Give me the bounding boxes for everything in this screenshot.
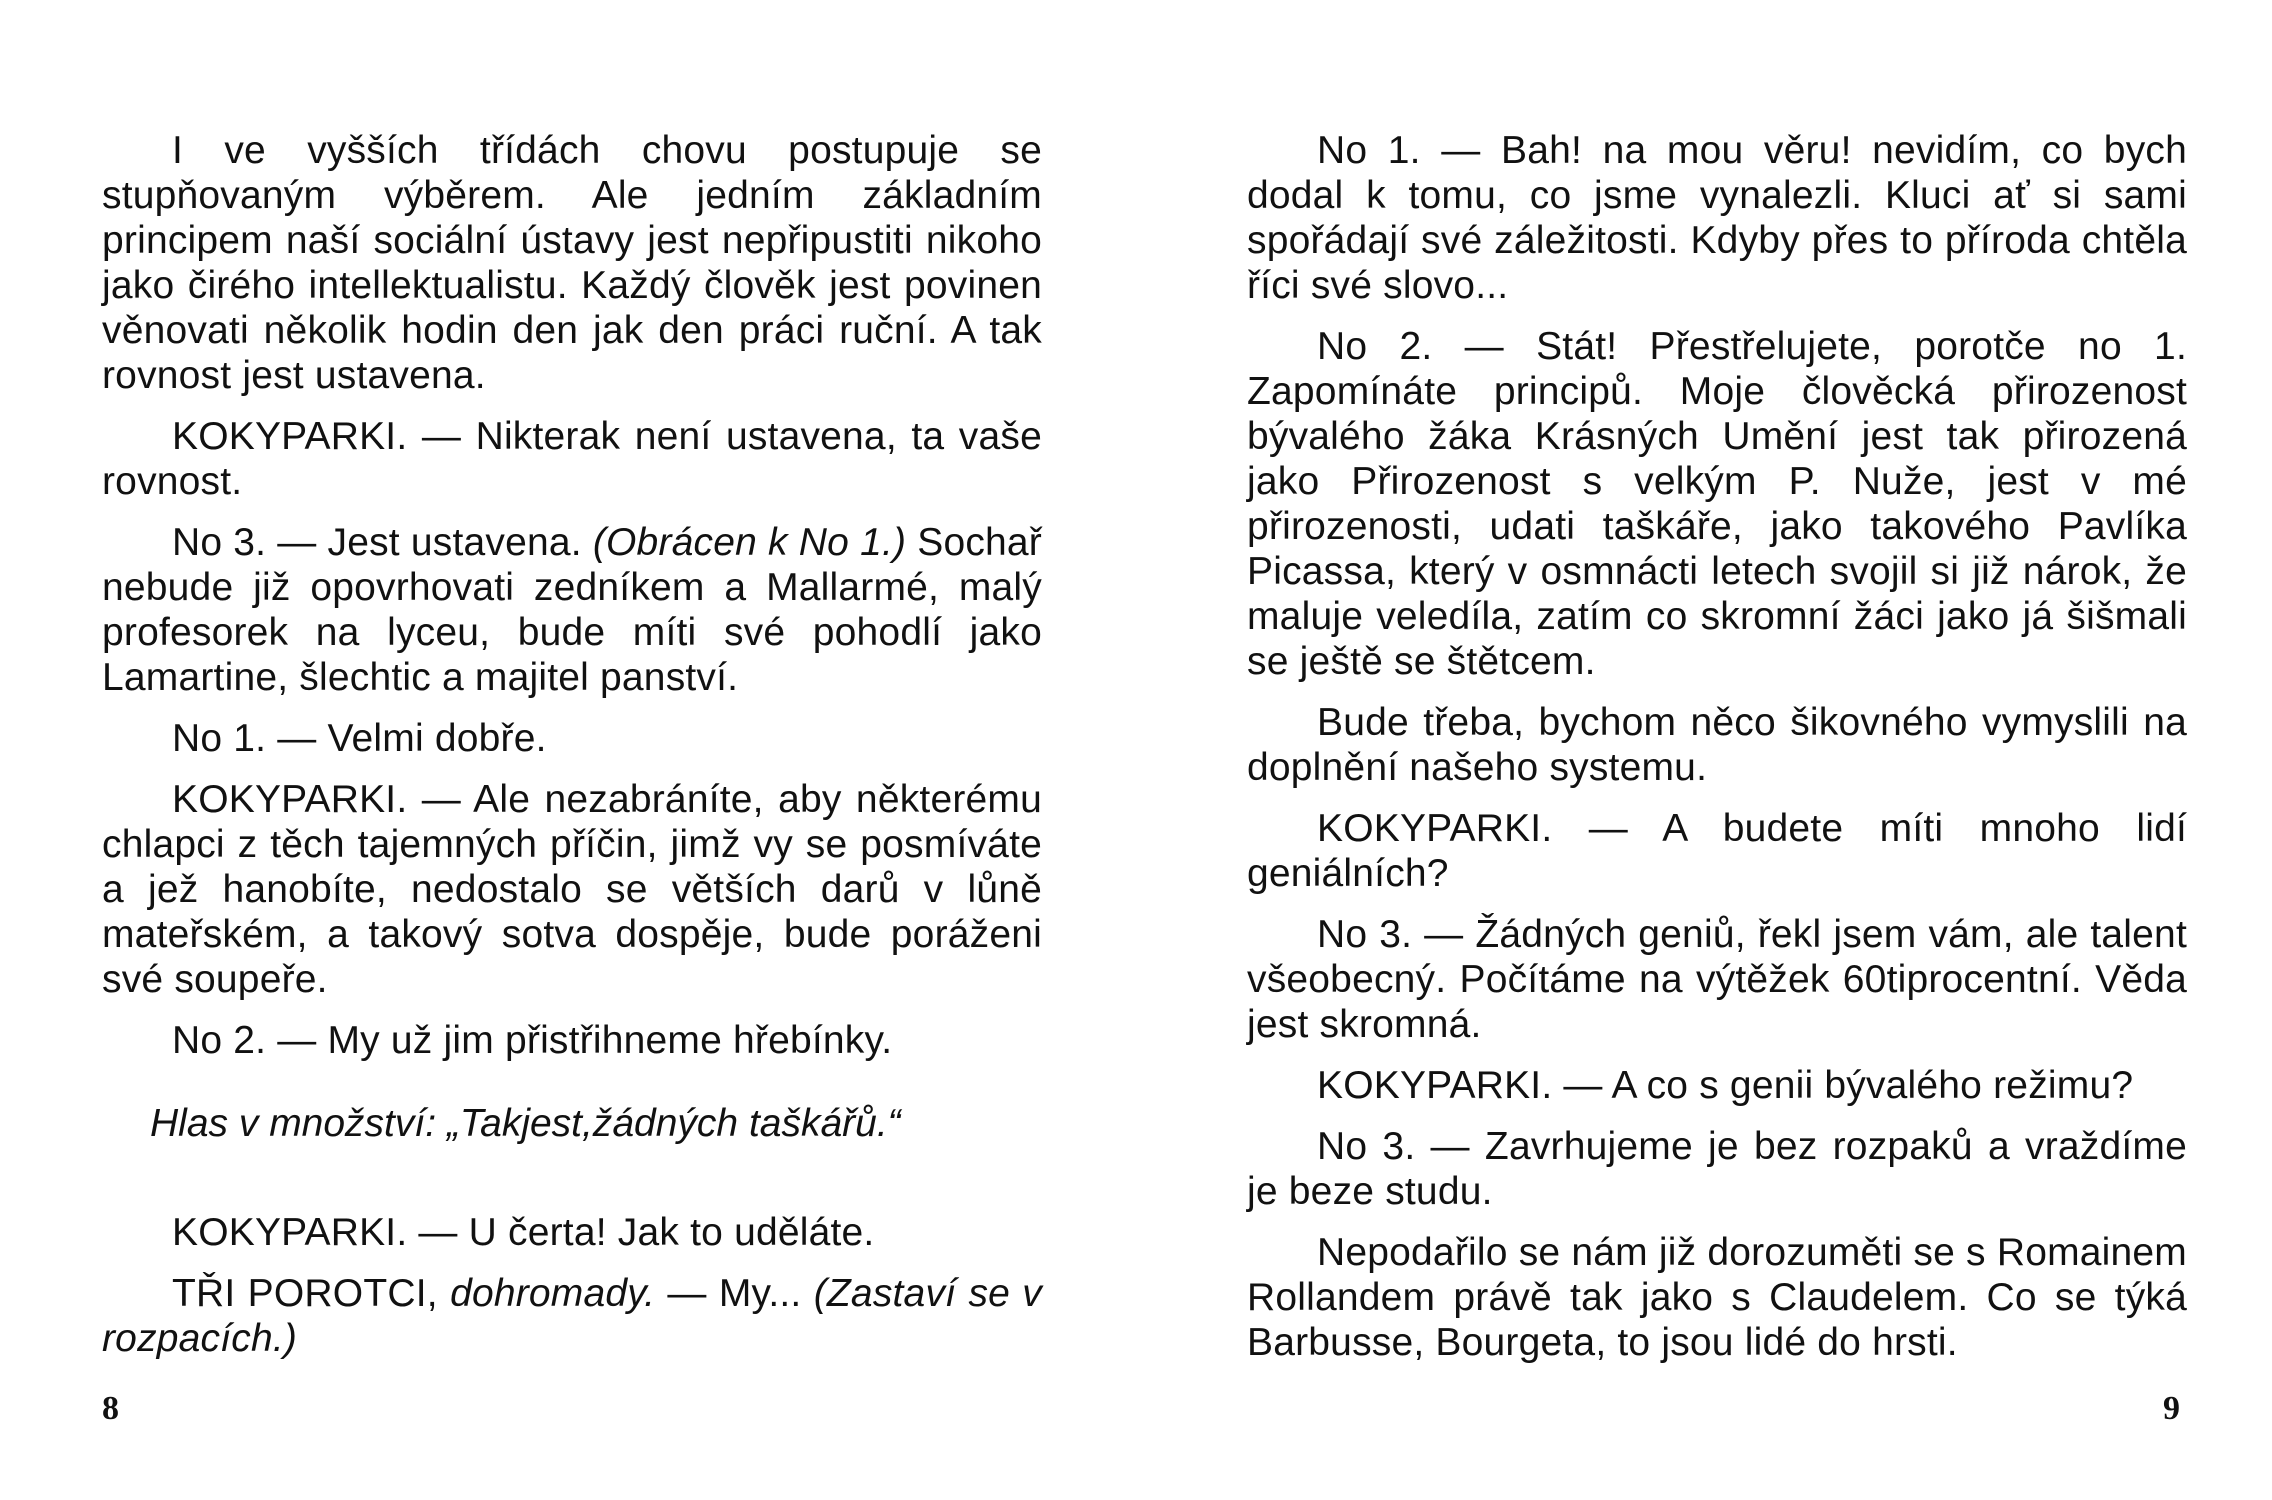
speech-text: — My... <box>655 1272 814 1315</box>
paragraph: No 3. — Zavrhujeme je bez rozpaků a vraždíme je beze studu. <box>1247 1125 2187 1213</box>
paragraph: KOKYPARKI. — A budete míti mnoho lidí geniálních? <box>1247 807 2187 895</box>
paragraph: KOKYPARKI. — A co s genii bývalého režimu? <box>1317 1064 2134 1107</box>
paragraph: Bude třeba, bychom něco šikovného vymyslili na doplnění našeho systemu. <box>1247 701 2187 789</box>
stage-direction: (Obrácen k No 1.) <box>592 521 907 564</box>
paragraph: No 2. — Stát! Přestřelujete, porotče no 1. Zapomínáte principů. Moje člověcká přirozenost bývalého žáka Krásných Umění jest tak přirozená jako Přirozenost s velkým P. Nuže, jest v mé přirozenosti, udati taškáře, jako takového Pavlíka Picassa, který v osmnácti letech svojil si již nárok, že maluje veledíla, zatím co skromní žáci jako já šišmali se ještě se štětcem. <box>1247 325 2187 683</box>
paragraph: KOKYPARKI. — Ale nezabráníte, aby některému chlapci z těch tajemných příčin, jimž vy se posmíváte a jež hanobíte, nedostalo se větších darů v lůně mateřském, a takový sotva dospěje, bude poráženi své soupeře. <box>102 778 1042 1001</box>
right-page <box>1247 128 2187 1381</box>
left-page <box>102 128 1042 1377</box>
paragraph: KOKYPARKI. — U čerta! Jak to uděláte. <box>172 1211 875 1254</box>
paragraph: No 3. — Žádných geniů, řekl jsem vám, ale talent všeobecný. Počítáme na výtěžek 60tiprocentní. Věda jest skromná. <box>1247 913 2187 1046</box>
paragraph: I ve vyšších třídách chovu postupuje se stupňovaným výběrem. Ale jedním základním principem naší sociální ústavy jest nepřipustiti nikoho jako čirého intellektualistu. Každý člověk jest povinen věnovati několik hodin den jak den práci ruční. A tak rovnost jest ustavena. <box>102 129 1042 397</box>
paragraph: Nepodařilo se nám již dorozuměti se s Romainem Rollandem právě tak jako s Claudelem. Co se týká Barbusse, Bourgeta, to jsou lidé do hrsti. <box>1247 1231 2187 1364</box>
stage-direction: dohromady. <box>450 1272 656 1315</box>
paragraph <box>102 520 1042 700</box>
speech-text: No 3. — Jest ustavena. <box>172 521 593 564</box>
paragraph: No 1. — Bah! na mou věru! nevidím, co bych dodal k tomu, co jsme vynalezli. Kluci ať si sami spořádají své záležitosti. Kdyby přes to příroda chtěla říci své slovo... <box>1247 129 2187 307</box>
paragraph <box>102 1271 1042 1361</box>
paragraph: No 1. — Velmi dobře. <box>172 717 547 760</box>
stage-direction: (Zastaví se v rozpacích.) <box>102 1272 1042 1360</box>
speaker: TŘI POROTCI, <box>172 1272 451 1315</box>
paragraph: KOKYPARKI. — Nikterak není ustavena, ta vaše rovnost. <box>102 415 1042 503</box>
paragraph: No 2. — My už jim přistřihneme hřebínky. <box>172 1019 893 1062</box>
speech-text: Sochař nebude již opovrhovati zedníkem a Mallarmé, malý profesorek na lyceu, bude míti své pohodlí jako Lamartine, šlechtic a majitel panství. <box>102 521 1042 699</box>
chorus-line: Hlas v množství: „Takjest,žádných taškářů.“ <box>150 1102 901 1145</box>
page-number-right: 9 <box>2163 1390 2180 1427</box>
page-number-left: 8 <box>102 1390 119 1427</box>
